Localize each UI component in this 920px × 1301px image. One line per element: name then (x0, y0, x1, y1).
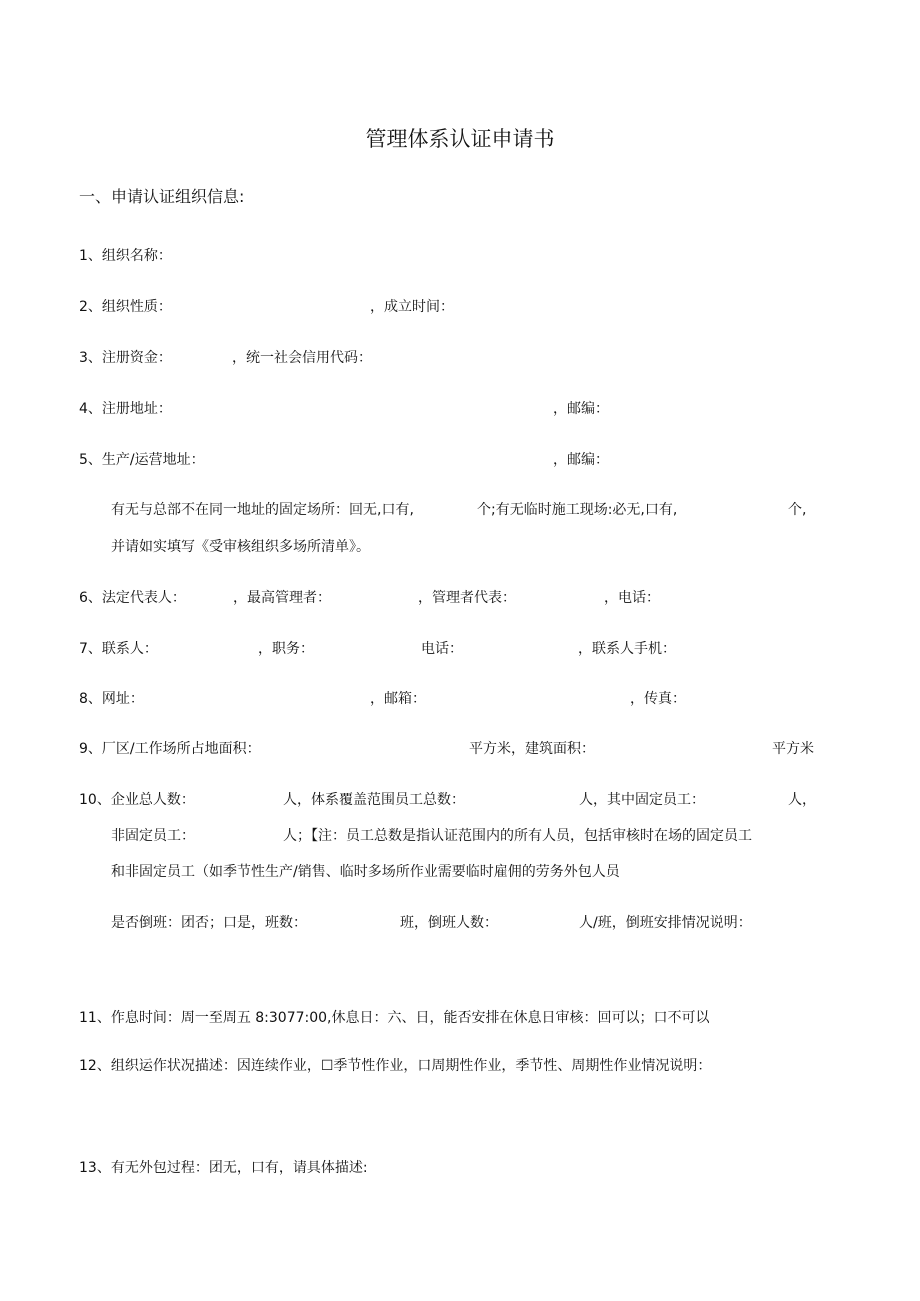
staff-count-note-cont: 和非固定员工（如季节性生产/销售、临时多场所作业需要临时雇佣的劳务外包人员 (111, 864, 620, 880)
field-postcode-label: ，邮编： (553, 401, 609, 417)
temporary-sites-count-unit: 个, (788, 502, 807, 518)
field-building-area-unit: 平方米 (772, 741, 814, 757)
field-founding-date-label: ，成立时间： (370, 299, 454, 315)
field-contact-label: 7、联系人： (79, 641, 158, 657)
field-shift-staff-label: 班，倒班人数： (400, 915, 498, 931)
field-top-manager-label: ，最高管理者： (233, 590, 331, 606)
field-shift-label: 是否倒班：团否；口是，班数： (111, 915, 307, 931)
field-operating-postcode-label: ，邮编： (553, 452, 609, 468)
field-nonfixed-staff-label: 非固定员工： (111, 828, 195, 844)
field-contact-phone-label: 电话： (421, 641, 463, 657)
field-email-label: ，邮箱： (370, 691, 426, 707)
field-contact-mobile-label: ，联系人手机： (578, 641, 676, 657)
multi-site-list-note: 并请如实填写《受审核组织多场所清单》。 (111, 539, 370, 555)
field-operating-address-label: 5、生产/运营地址： (79, 452, 205, 468)
field-covered-staff-label: 人，体系覆盖范围员工总数： (283, 792, 465, 808)
field-fixed-staff-unit: 人， (788, 792, 816, 808)
staff-count-note: 人；【注：员工总数是指认证范围内的所有人员，包括审核时在场的固定员工 (283, 828, 752, 844)
field-phone-label: ，电话： (604, 590, 660, 606)
field-total-staff-label: 10、企业总人数： (79, 792, 195, 808)
field-fax-label: ，传真： (630, 691, 686, 707)
field-legal-rep-label: 6、法定代表人： (79, 590, 186, 606)
fixed-sites-question: 有无与总部不在同一地址的固定场所：回无,口有, (111, 502, 414, 518)
field-operation-status: 12、组织运作状况描述：因连续作业，☐季节性作业，口周期性作业，季节性、周期性作业情况说明： (79, 1058, 712, 1074)
field-outsourcing: 13、有无外包过程：团无，口有，请具体描述: (79, 1160, 368, 1176)
field-management-rep-label: ，管理者代表： (418, 590, 516, 606)
section-heading-applicant-info: 一、申请认证组织信息: (79, 187, 245, 206)
field-org-nature-label: 2、组织性质： (79, 299, 172, 315)
field-registered-capital-label: 3、注册资金： (79, 350, 172, 366)
field-building-area-label: 平方米，建筑面积： (469, 741, 595, 757)
field-website-label: 8、网址： (79, 691, 144, 707)
field-site-area-label: 9、厂区/工作场所占地面积： (79, 741, 261, 757)
field-fixed-staff-label: 人，其中固定员工： (579, 792, 705, 808)
page-title: 管理体系认证申请书 (365, 127, 555, 151)
field-registered-address-label: 4、注册地址： (79, 401, 172, 417)
field-credit-code-label: ，统一社会信用代码： (232, 350, 372, 366)
field-position-label: ，职务： (258, 641, 314, 657)
field-org-name-label: 1、组织名称： (79, 248, 172, 264)
field-shift-description-label: 人/班，倒班安排情况说明： (579, 915, 752, 931)
temporary-sites-question: 个;有无临时施工现场:必无,口有, (477, 502, 678, 518)
field-working-hours: 11、作息时间：周一至周五 8:3077:00,休息日：六、日，能否安排在休息日审核：回可以；口不可以 (79, 1010, 710, 1026)
